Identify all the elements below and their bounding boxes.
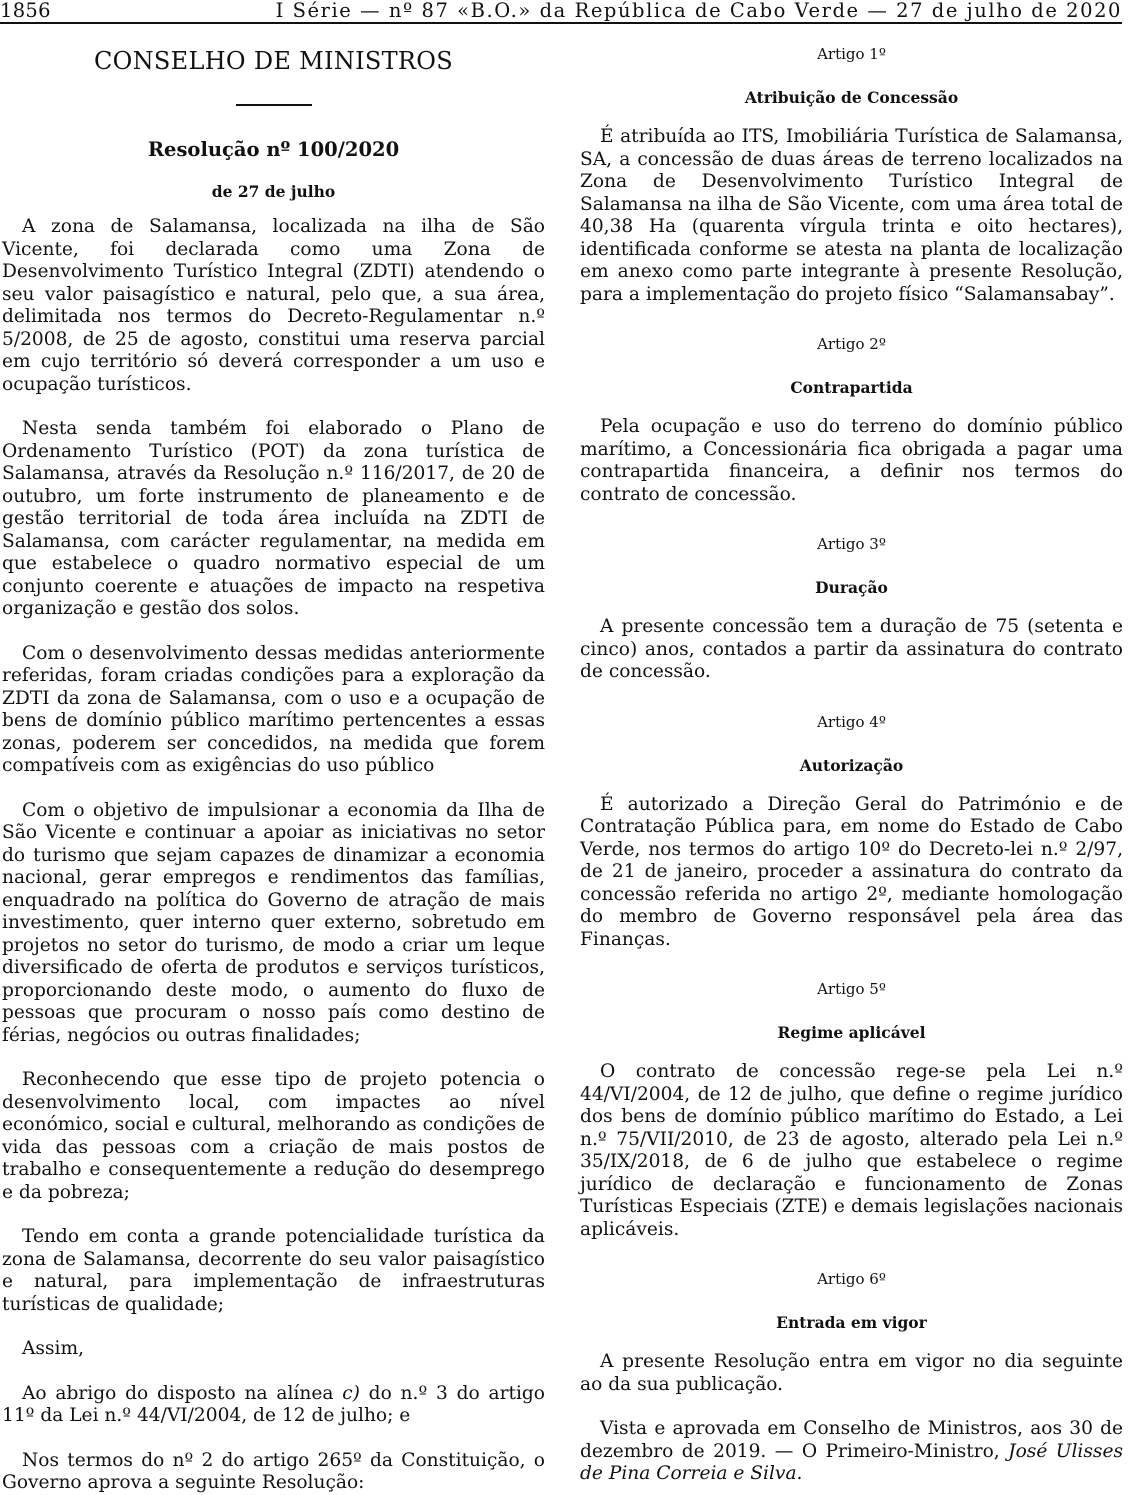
article-1 — [580, 44, 1123, 306]
article-number: Artigo 3º — [817, 535, 886, 553]
paragraph-abrigo — [2, 1383, 545, 1428]
article-4 — [580, 712, 1123, 952]
resolution-date: de 27 de julho — [211, 182, 336, 201]
article-5 — [580, 979, 1123, 1241]
page-header — [0, 0, 1122, 24]
article-body: A presente Resolução entra em vigor no dia seguinte ao da sua publicação. — [580, 1351, 1123, 1395]
article-number: Artigo 1º — [817, 45, 886, 63]
article-number: Artigo 6º — [817, 1270, 886, 1288]
article-title: Contrapartida — [790, 378, 913, 397]
article-number: Artigo 5º — [817, 980, 886, 998]
article-title: Atribuição de Concessão — [744, 88, 959, 107]
right-column — [580, 30, 1123, 1486]
article-body: É atribuída ao ITS, Imobiliária Turística de Salamansa, SA, a concessão de duas áreas de terreno localizados na Zona de Desenvolvimento Turístico Integral de Salamansa na ilha de São Vicente, com uma área total de 40,38 Ha (quarenta vírgula trinta e oito hectares), identificada conforme se atesta na planta de localização em anexo como parte integrante à presente Resolução, para a implementação do projeto físico “Salamansabay”. — [580, 126, 1123, 305]
paragraph: Tendo em conta a grande potencialidade turística da zona de Salamansa, decorrente do seu valor paisagístico e natural, para implementação de infraestruturas turísticas de qualidade; — [2, 1226, 545, 1315]
title-divider — [236, 104, 312, 106]
abrigo-post: do n.º 3 do artigo 11º da Lei n.º 44/VI/2004, de 12 de julho; e — [2, 1382, 545, 1426]
article-body: A presente concessão tem a duração de 75 (setenta e cinco) anos, contados a partir da assinatura do contrato de concessão. — [580, 616, 1123, 682]
article-2 — [580, 334, 1123, 506]
article-body: O contrato de concessão rege-se pela Lei n.º 44/VI/2004, de 12 de julho, que define o regime jurídico dos bens de domínio público marítimo do Estado, a Lei n.º 75/VII/2010, de 23 de agosto, alterado pela Lei n.º 35/IX/2018, de 6 de julho que estabelece o regime jurídico de declaração e funcionamento de Zonas Turísticas Especiais (ZTE) e demais legislações nacionais aplicáveis. — [580, 1061, 1123, 1240]
paragraph-final: Nos termos do nº 2 do artigo 265º da Constituição, o Governo aprova a seguinte Resolução: — [2, 1449, 545, 1493]
abrigo-em: c) — [342, 1382, 360, 1404]
article-6 — [580, 1269, 1123, 1396]
left-column — [2, 30, 545, 1495]
series-line: I Série — nº 87 «B.O.» da República de Cabo Verde — 27 de julho de 2020 — [275, 0, 1122, 22]
article-number: Artigo 2º — [817, 335, 886, 353]
article-3 — [580, 534, 1123, 684]
paragraph: Assim, — [22, 1338, 85, 1359]
paragraph: Nesta senda também foi elaborado o Plano de Ordenamento Turístico (POT) da zona turística de Salamansa, através da Resolução n.º 116/2017, de 20 de outubro, um forte instrumento de planeamento e de gestão territorial de toda área incluída na ZDTI de Salamansa, com carácter regulamentar, na medida em que estabelece o quadro normativo especial de um conjunto coerente e atuações de impacto na respetiva organização e gestão dos solos. — [2, 418, 545, 619]
resolution-title: Resolução nº 100/2020 — [147, 138, 400, 161]
org-title: CONSELHO DE MINISTROS — [93, 47, 454, 75]
paragraph: Com o desenvolvimento dessas medidas anteriormente referidas, foram criadas condições para a exploração da ZDTI da zona de Salamansa, com o uso e a ocupação de bens de domínio público marítimo pertencentes a essas zonas, poderem ser concedidos, na medida que forem compatíveis com as exigências do uso público — [2, 642, 545, 776]
paragraph: Reconhecendo que esse tipo de projeto potencia o desenvolvimento local, com impactes ao nível económico, social e cultural, melhorando as condições de vida das pessoas com a criação de mais postos de trabalho e consequentemente a redução do desemprego e da pobreza; — [2, 1069, 545, 1203]
article-body: Pela ocupação e uso do terreno do domínio público marítimo, a Concessionária fica obrigada a pagar uma contrapartida financeira, a definir nos termos do contrato de concessão. — [580, 416, 1123, 505]
article-title: Regime aplicável — [777, 1023, 926, 1042]
article-body: É autorizado a Direção Geral do Património e de Contratação Pública para, em nome do Estado de Cabo Verde, nos termos do artigo 10º do Decreto-lei n.º 2/97, de 21 de janeiro, proceder a assinatura do contrato da concessão referida no artigo 2º, mediante homologação do membro de Governo responsável pela área das Finanças. — [580, 793, 1123, 950]
article-number: Artigo 4º — [817, 712, 886, 731]
abrigo-pre: Ao abrigo do disposto na alínea — [22, 1382, 343, 1404]
article-title: Entrada em vigor — [776, 1313, 927, 1332]
closing-text: Vista e aprovada em Conselho de Ministros, aos 30 de dezembro de 2019. — O Primeiro-Ministro, — [580, 1418, 1123, 1462]
article-title: Autorização — [799, 755, 904, 775]
paragraph: Com o objetivo de impulsionar a economia da Ilha de São Vicente e continuar a apoiar as iniciativas no setor do turismo que sejam capazes de dinamizar a economia nacional, gerar empregos e rendimentos das famílias, enquadrado na política do Governo de atração de mais investimento, quer interno quer externo, sobretudo em projetos no setor do turismo, de modo a criar um leque diversificado de oferta de produtos e serviços turísticos, proporcionando deste modo, o aumento do fluxo de pessoas que procuram o nosso país como destino de férias, negócios ou outras finalidades; — [2, 799, 545, 1046]
paragraph: A zona de Salamansa, localizada na ilha de São Vicente, foi declarada como uma Zona de Desenvolvimento Turístico Integral (ZDTI) atendendo o seu valor paisagístico e natural, pelo que, a sua área, delimitada nos termos do Decreto-Regulamentar n.º 5/2008, de 25 de agosto, constitui uma reserva parcial em cujo território só deverá corresponder a um uso e ocupação turísticos. — [2, 216, 545, 395]
signatory-name: José Ulisses de Pina Correia e Silva. — [580, 1440, 1123, 1484]
article-title: Duração — [815, 578, 888, 597]
page-number: 1856 — [0, 0, 51, 22]
